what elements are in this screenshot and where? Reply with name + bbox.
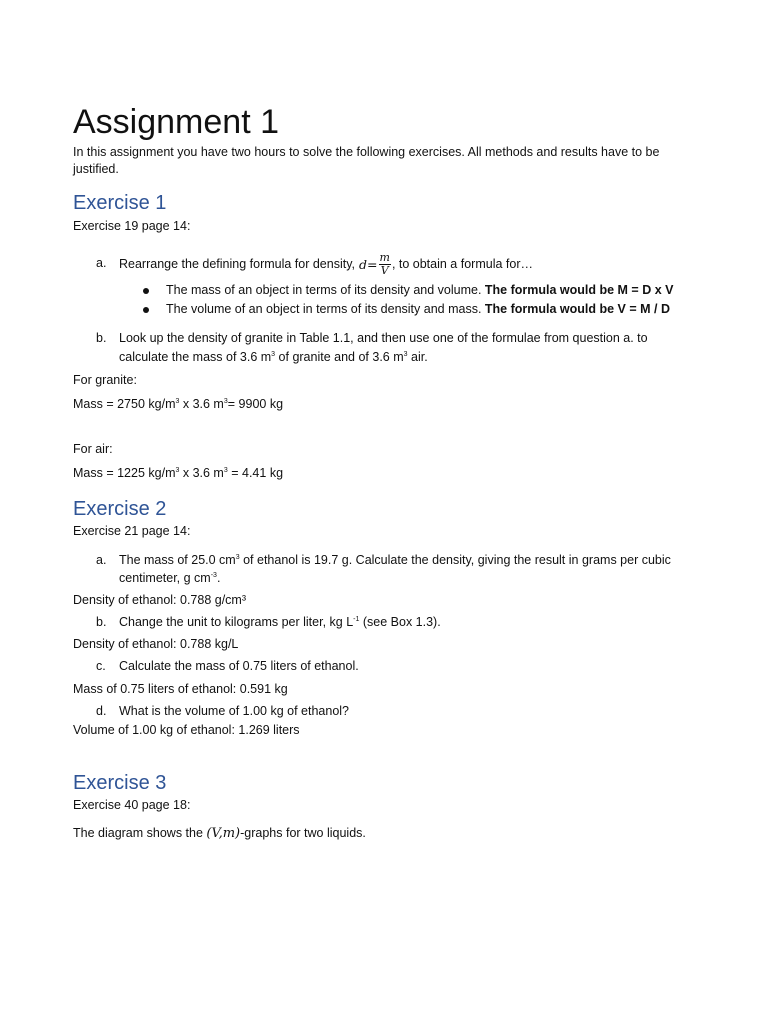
qa-text: The mass of 25.0 cm (119, 553, 236, 567)
exercise-3-reference: Exercise 40 page 18: (73, 798, 191, 812)
exercise-3-text (73, 825, 366, 842)
exercise-2-question-b (119, 614, 441, 631)
calc-text: = 9900 kg (227, 397, 284, 411)
bullet-item-mass (166, 282, 673, 299)
intro-paragraph: In this assignment you have two hours to solve the following exercises. All methods and results have to be justified. (73, 145, 660, 176)
answer-density-kg-l: Density of ethanol: 0.788 kg/L (73, 637, 239, 651)
qa-text: . (216, 571, 221, 585)
exercise-2-qa-marker: a. (96, 553, 107, 567)
exercise-1-question-b-line1: Look up the density of granite in Table 1.1, and then use one of the formulae from question a. to (119, 331, 648, 345)
answer-density-g-cm3: Density of ethanol: 0.788 g/cm³ (73, 593, 247, 607)
calc-text: x 3.6 m (179, 397, 224, 411)
superscript: 3 (223, 398, 228, 405)
fraction-numerator: m (379, 250, 390, 264)
air-label: For air: (73, 442, 113, 456)
exercise-2-qd-marker: d. (96, 704, 107, 718)
superscript: -3 (210, 572, 217, 579)
exercise-1-qb-marker: b. (96, 331, 107, 345)
qb-text: (see Box 1.3). (359, 615, 441, 629)
bullet-answer: The formula would be V = M / D (484, 302, 670, 316)
exercise-2-question-a-line2 (119, 570, 220, 587)
superscript: -1 (353, 616, 360, 623)
superscript: 3 (403, 351, 408, 358)
exercise-2-question-a-line1 (119, 552, 671, 569)
calc-text: x 3.6 m (179, 466, 224, 480)
superscript: 3 (175, 467, 180, 474)
qb-text: Change the unit to kilograms per liter, kg L (119, 615, 354, 629)
answer-volume: Volume of 1.00 kg of ethanol: 1.269 liters (73, 723, 300, 737)
bullet-dot (143, 288, 149, 294)
granite-calculation (73, 396, 283, 413)
superscript: 3 (223, 467, 228, 474)
exercise-2-qc-marker: c. (96, 659, 106, 673)
density-formula-lhs: d= (359, 256, 378, 272)
calc-text: Mass = 2750 kg/m (73, 397, 176, 411)
bullet-item-volume (166, 301, 670, 318)
calc-text: Mass = 1225 kg/m (73, 466, 176, 480)
bullet-dot (143, 307, 149, 313)
qa-text: of ethanol is 19.7 g. Calculate the density, giving the result in grams per cubic (239, 553, 671, 567)
density-fraction (379, 252, 391, 277)
fraction-denominator: V (380, 263, 389, 277)
air-calculation (73, 465, 283, 482)
granite-label: For granite: (73, 373, 137, 387)
exercise-1-qa-marker: a. (96, 256, 107, 270)
exercise-3-heading: Exercise 3 (73, 772, 167, 794)
bullet-answer: The formula would be M = D x V (484, 283, 674, 297)
qa-text: centimeter, g cm (119, 571, 211, 585)
qb-text: air. (407, 350, 428, 364)
superscript: 3 (175, 398, 180, 405)
qb-text: of granite and of 3.6 m (278, 350, 404, 364)
exercise-2-heading: Exercise 2 (73, 498, 167, 520)
question-a-text: Rearrange the defining formula for density, (119, 256, 356, 271)
exercise-2-qb-marker: b. (96, 615, 107, 629)
exercise-2-question-d: What is the volume of 1.00 kg of ethanol? (119, 704, 349, 718)
vm-graph-notation: (V,m) (206, 826, 241, 841)
answer-mass: Mass of 0.75 liters of ethanol: 0.591 kg (73, 682, 288, 696)
exercise-1-reference: Exercise 19 page 14: (73, 219, 191, 233)
exercise-1-question-a (119, 247, 533, 281)
ex3-text: The diagram shows the (73, 826, 207, 840)
ex3-text: -graphs for two liquids. (240, 826, 366, 840)
superscript: 3 (271, 351, 276, 358)
exercise-1-heading: Exercise 1 (73, 192, 167, 214)
bullet-text: The mass of an object in terms of its density and volume. (166, 283, 485, 297)
qb-text: calculate the mass of 3.6 m (119, 350, 272, 364)
superscript: 3 (235, 554, 240, 561)
exercise-1-question-b-line2 (119, 349, 428, 366)
bullet-text: The volume of an object in terms of its density and mass. (166, 302, 485, 316)
exercise-2-question-c: Calculate the mass of 0.75 liters of ethanol. (119, 659, 359, 673)
exercise-2-reference: Exercise 21 page 14: (73, 524, 191, 538)
question-a-text-end: , to obtain a formula for… (391, 256, 533, 271)
document-title: Assignment 1 (73, 103, 279, 141)
calc-text: = 4.41 kg (227, 466, 284, 480)
